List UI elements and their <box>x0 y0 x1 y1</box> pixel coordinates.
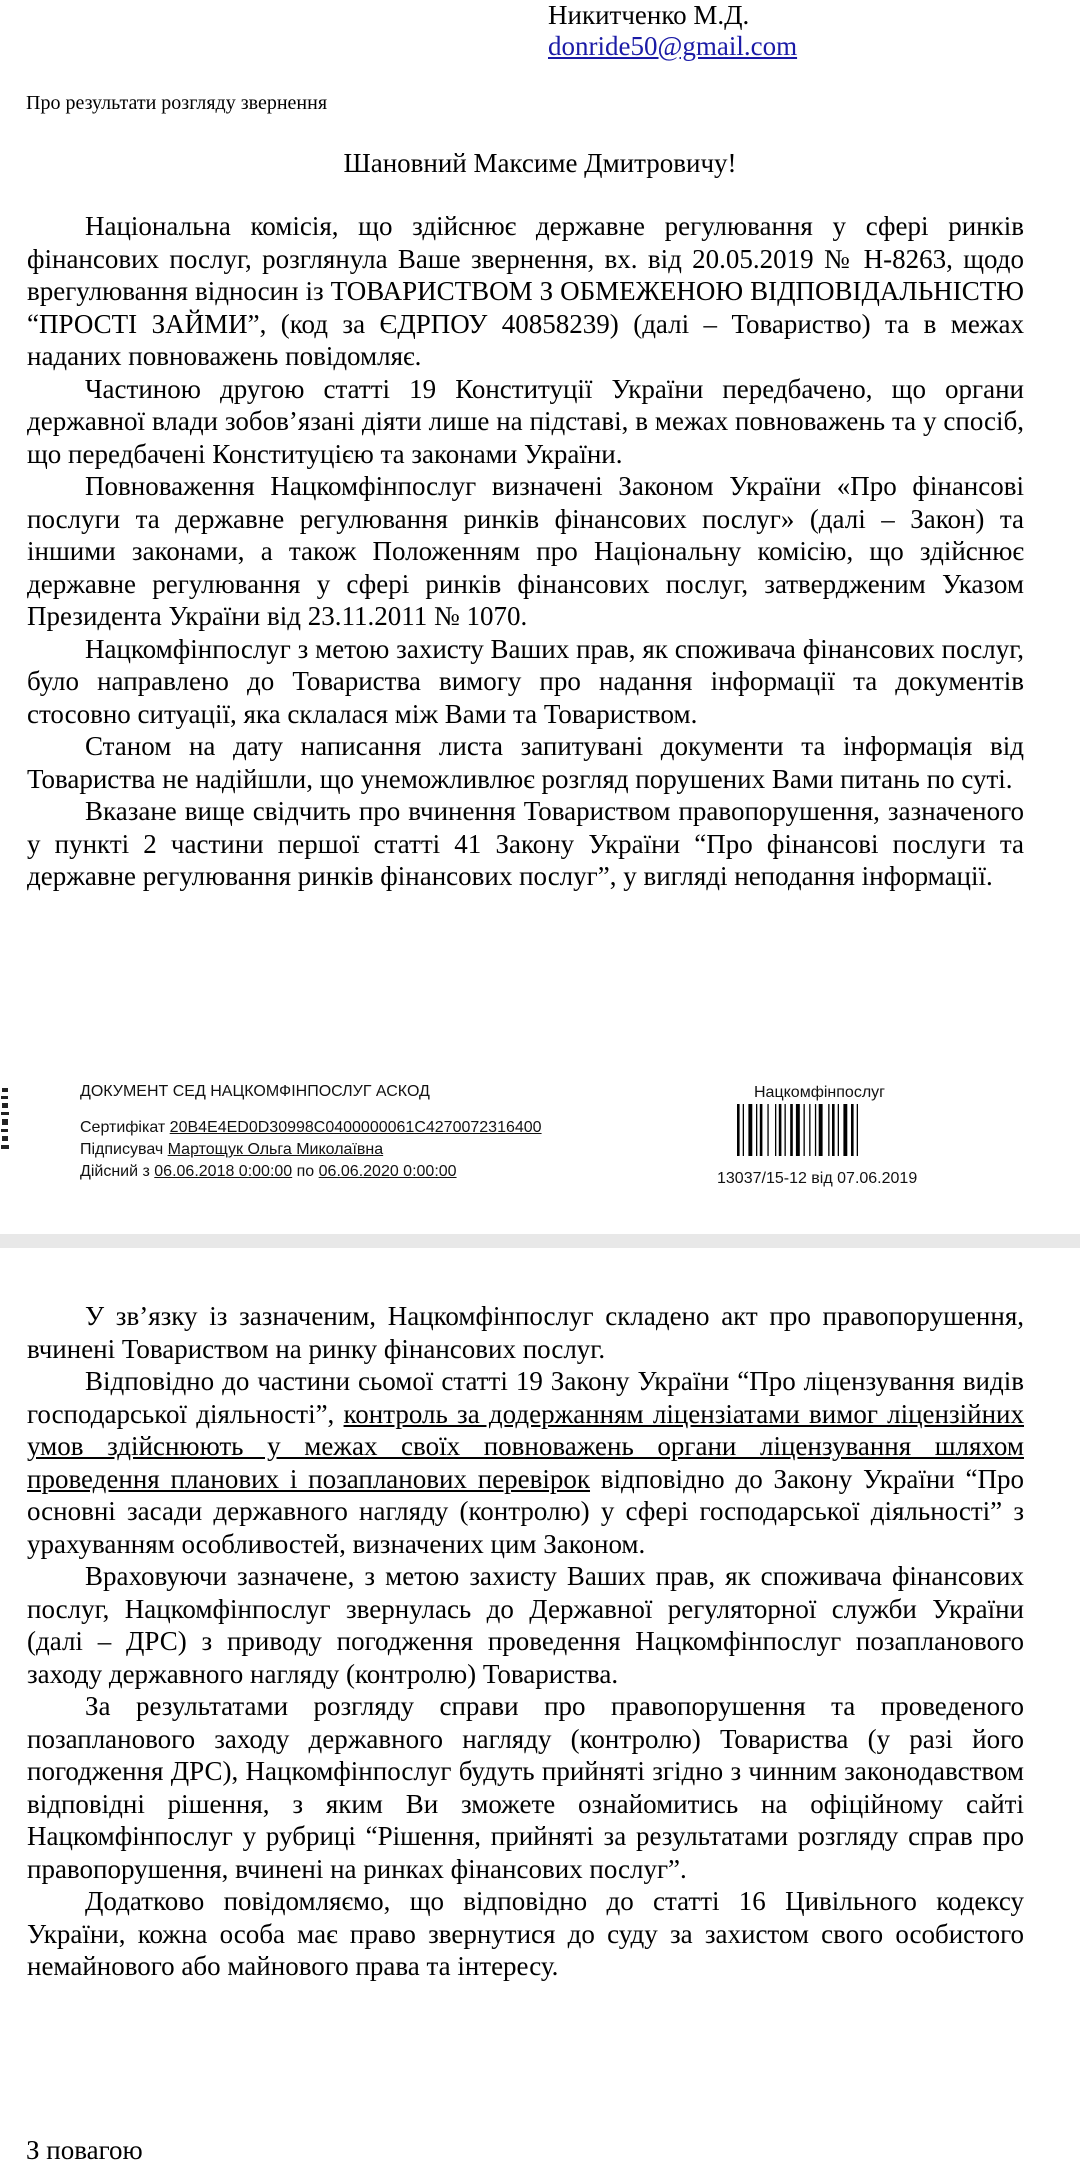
underlined-quote: контроль за додержанням ліцензіатами вимог ліцензійних умов здійснюють у межах своїх повноважень органи ліцензування шляхом проведення планових і позапланових перевірок <box>27 1398 1024 1494</box>
page-divider <box>0 1234 1080 1248</box>
validity-row <box>80 1163 457 1181</box>
signer-label: Підписувач <box>80 1141 164 1158</box>
page2-body <box>27 1300 1024 1983</box>
registration-number: 13037/15-12 від 07.06.2019 <box>717 1170 918 1187</box>
recipient-block <box>548 0 797 62</box>
greeting: Шановний Максиме Дмитровичу! <box>343 148 737 178</box>
validity-label: Дійсний з <box>80 1163 150 1180</box>
paragraph-text: Відповідно до частини сьомої статті 19 Закону України “Про ліцензування видів господарської діяльності”, <box>27 1366 1024 1429</box>
org-name: Нацкомфінпослуг <box>754 1084 885 1101</box>
certificate-value: 20B4E4ED0D30998C0400000061C4270072316400 <box>169 1119 542 1136</box>
paragraph: У зв’язку із зазначеним, Нацкомфінпослуг складено акт про правопорушення, вчинені Товариством на ринку фінансових послуг. <box>27 1301 1024 1364</box>
paragraph: Повноваження Нацкомфінпослуг визначені Законом України «Про фінансові послуги та державне регулювання ринків фінансових послуг» (далі – Закон) та іншими законами, а також Положенням про Національну комісію, що здійснює державне регулювання у сфері ринків фінансових послуг, затвердженим Указом Президента України від 23.11.2011 № 1070. <box>27 471 1024 631</box>
page1-body <box>27 210 1024 893</box>
letter-subject: Про результати розгляду звернення <box>26 92 328 114</box>
side-stamp-icon <box>0 1086 10 1156</box>
recipient-name: Никитченко М.Д. <box>548 0 750 30</box>
paragraph: Нацкомфінпослуг з метою захисту Ваших прав, як споживача фінансових послуг, було направлено до Товариства вимогу про надання інформації та документів стосовно ситуації, яка склалася між Вами та Товариством. <box>27 633 1024 729</box>
paragraph: Національна комісія, що здійснює державне регулювання у сфері ринків фінансових послуг, розглянула Ваше звернення, вх. від 20.05.2019 № Н-8263, щодо врегулювання відносин із ТОВАРИСТВОМ З ОБМЕЖЕНОЮ ВІДПОВІДАЛЬНІСТЮ “ПРОСТІ ЗАЙМИ”, (код за ЄДРПОУ 40858239) (далі – Товариство) та в межах наданих повноважень повідомляє. <box>27 211 1024 371</box>
paragraph: Частиною другою статті 19 Конституції України передбачено, що органи державної влади зобов’язані діяти лише на підставі, в межах повноважень та у спосіб, що передбачені Конституцією та законами України. <box>27 373 1024 469</box>
recipient-email-link[interactable]: donride50@gmail.com <box>548 31 798 61</box>
closing-phrase: З повагою <box>26 2135 143 2165</box>
signature-title: ДОКУМЕНТ СЕД НАЦКОМФІНПОСЛУГ АСКОД <box>80 1083 430 1100</box>
certificate-row <box>80 1119 542 1137</box>
paragraph: Вказане вище свідчить про вчинення Товариством правопорушення, зазначеного у пункті 2 частини першої статті 41 Закону України “Про фінансові послуги та державне регулювання ринків фінансових послуг”, у вигляді неподання інформації. <box>27 796 1024 891</box>
paragraph <box>27 1365 1024 1560</box>
paragraph: Станом на дату написання листа запитувані документи та інформація від Товариства не надійшли, що унеможливлює розгляд порушених Вами питань по суті. <box>27 731 1024 794</box>
barcode-icon <box>737 1104 903 1156</box>
signer-row <box>80 1141 383 1159</box>
paragraph: Додатково повідомляємо, що відповідно до статті 16 Цивільного кодексу України, кожна особа має право звернутися до суду за захистом свого особистого немайнового або майнового права та інтересу. <box>27 1886 1024 1981</box>
paragraph: Враховуючи зазначене, з метою захисту Ваших прав, як споживача фінансових послуг, Нацкомфінпослуг звернулась до Державної регуляторної служби України (далі – ДРС) з приводу погодження проведення Нацкомфінпослуг позапланового заходу державного нагляду (контролю) Товариства. <box>27 1561 1024 1689</box>
valid-to: 06.06.2020 0:00:00 <box>318 1163 457 1180</box>
paragraph-text: відповідно до Закону України “Про основні засади державного нагляду (контролю) у сфері господарської діяльності” з урахуванням особливостей, визначених цим Законом. <box>27 1463 1025 1559</box>
signer-value: Мартощук Ольга Миколаївна <box>167 1141 384 1158</box>
validity-connector: по <box>296 1163 315 1180</box>
paragraph: За результатами розгляду справи про правопорушення та проведеного позапланового заходу державного нагляду (контролю) Товариства (у разі його погодження ДРС), Нацкомфінпослуг будуть прийняті згідно з чинним законодавством відповідні рішення, з яким Ви зможете ознайомитись на офіційному сайті Нацкомфінпослуг у рубриці “Рішення, прийняті за результатами розгляду справ про правопорушення, вчинені на ринках фінансових послуг”. <box>27 1691 1024 1884</box>
certificate-label: Сертифікат <box>80 1119 166 1136</box>
valid-from: 06.06.2018 0:00:00 <box>154 1163 293 1180</box>
